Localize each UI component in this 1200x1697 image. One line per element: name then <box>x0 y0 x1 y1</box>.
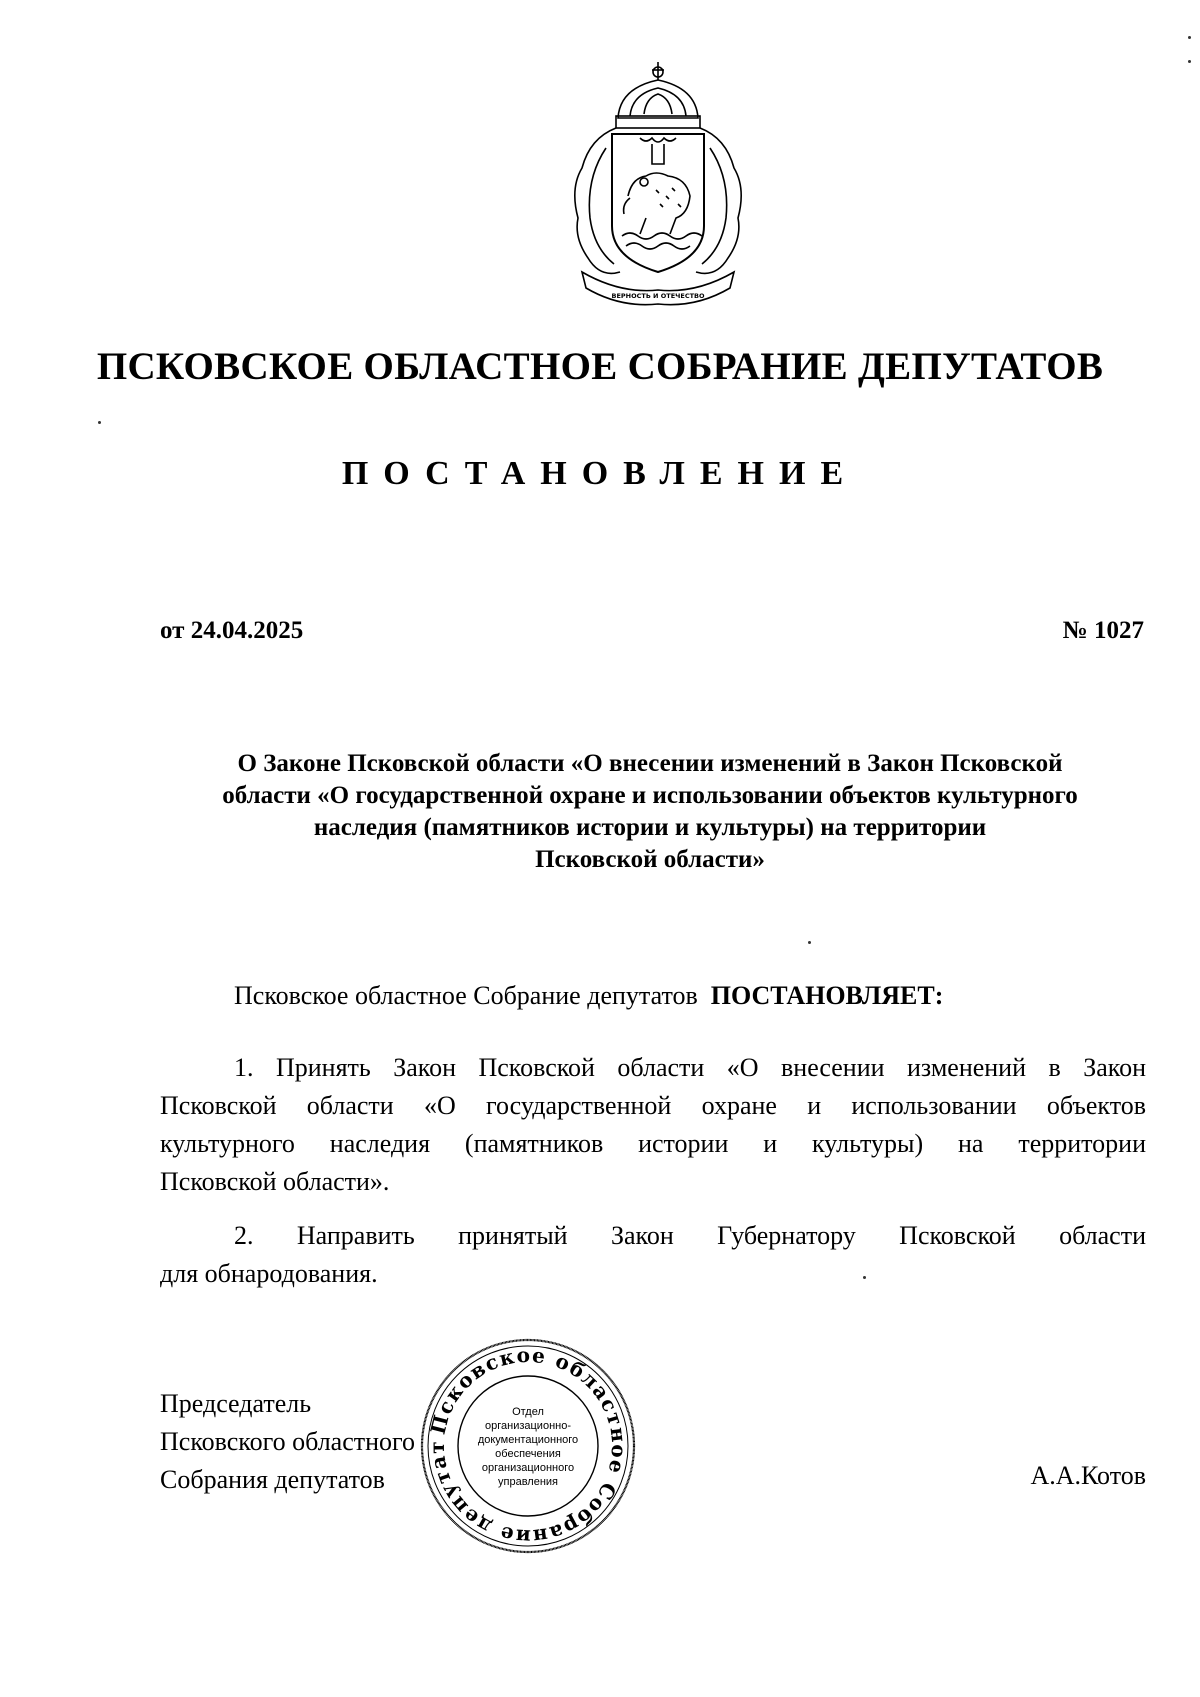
item-line: Псковской области». <box>160 1167 390 1196</box>
stamp-center-line: управления <box>498 1476 558 1488</box>
official-stamp <box>417 1335 639 1557</box>
scan-speck <box>1188 60 1191 63</box>
signatory-title <box>160 1385 415 1499</box>
signatory-name: А.А.Котов <box>1030 1461 1146 1490</box>
stamp-ring-text: Псковское областное Собрание депутат <box>424 1342 632 1550</box>
subject-line: О Законе Псковской области «О внесении изменений в Закон Псковской <box>237 750 1063 777</box>
resolution-item-2 <box>160 1217 1146 1293</box>
item-line: культурного наследия (памятников истории и культуры) на территории <box>160 1129 1146 1158</box>
scan-speck <box>98 421 101 424</box>
preamble <box>234 981 943 1011</box>
stamp-center-line: Отдел <box>512 1406 544 1418</box>
resolution-item-1 <box>160 1049 1146 1201</box>
emblem-motto: ВЕРНОСТЬ И ОТЕЧЕСТВО <box>611 292 705 300</box>
scan-speck <box>808 941 811 944</box>
subject-line: области «О государственной охране и использовании объектов культурного <box>222 782 1078 809</box>
item-line: 2. Направить принятый Закон Губернатору Псковской области <box>234 1221 1146 1250</box>
coat-of-arms-emblem <box>560 58 756 308</box>
stamp-center-line: организационно- <box>485 1420 571 1432</box>
document-date: от 24.04.2025 <box>160 617 304 644</box>
subject-line: Псковской области» <box>535 846 765 873</box>
preamble-text: Псковское областное Собрание депутатов <box>234 981 698 1010</box>
stamp-center-line: обеспечения <box>495 1448 561 1460</box>
document-number: № 1027 <box>1062 617 1144 644</box>
item-line: Псковской области «О государственной охране и использовании объектов <box>160 1091 1146 1120</box>
document-subject <box>150 748 1150 876</box>
subject-line: наследия (памятников истории и культуры) на территории <box>313 814 987 841</box>
signatory-title-line: Председатель <box>160 1389 312 1418</box>
scan-speck <box>863 1276 866 1279</box>
pskov-coat-of-arms-icon <box>560 58 756 308</box>
organization-title: ПСКОВСКОЕ ОБЛАСТНОЕ СОБРАНИЕ ДЕПУТАТОВ <box>96 345 1104 388</box>
document-type: ПОСТАНОВЛЕНИЕ <box>341 455 859 492</box>
stamp-seal-icon <box>417 1335 639 1557</box>
signatory-title-line: Собрания депутатов <box>160 1465 385 1494</box>
signatory-title-line: Псковского областного <box>160 1427 416 1456</box>
stamp-center-line: организационного <box>481 1462 575 1474</box>
item-line: 1. Принять Закон Псковской области «О внесении изменений в Закон <box>234 1053 1146 1082</box>
item-line: для обнародования. <box>160 1259 378 1288</box>
preamble-verb: ПОСТАНОВЛЯЕТ: <box>710 981 944 1010</box>
scan-speck <box>1188 36 1191 39</box>
stamp-center-line: документационного <box>477 1434 579 1446</box>
